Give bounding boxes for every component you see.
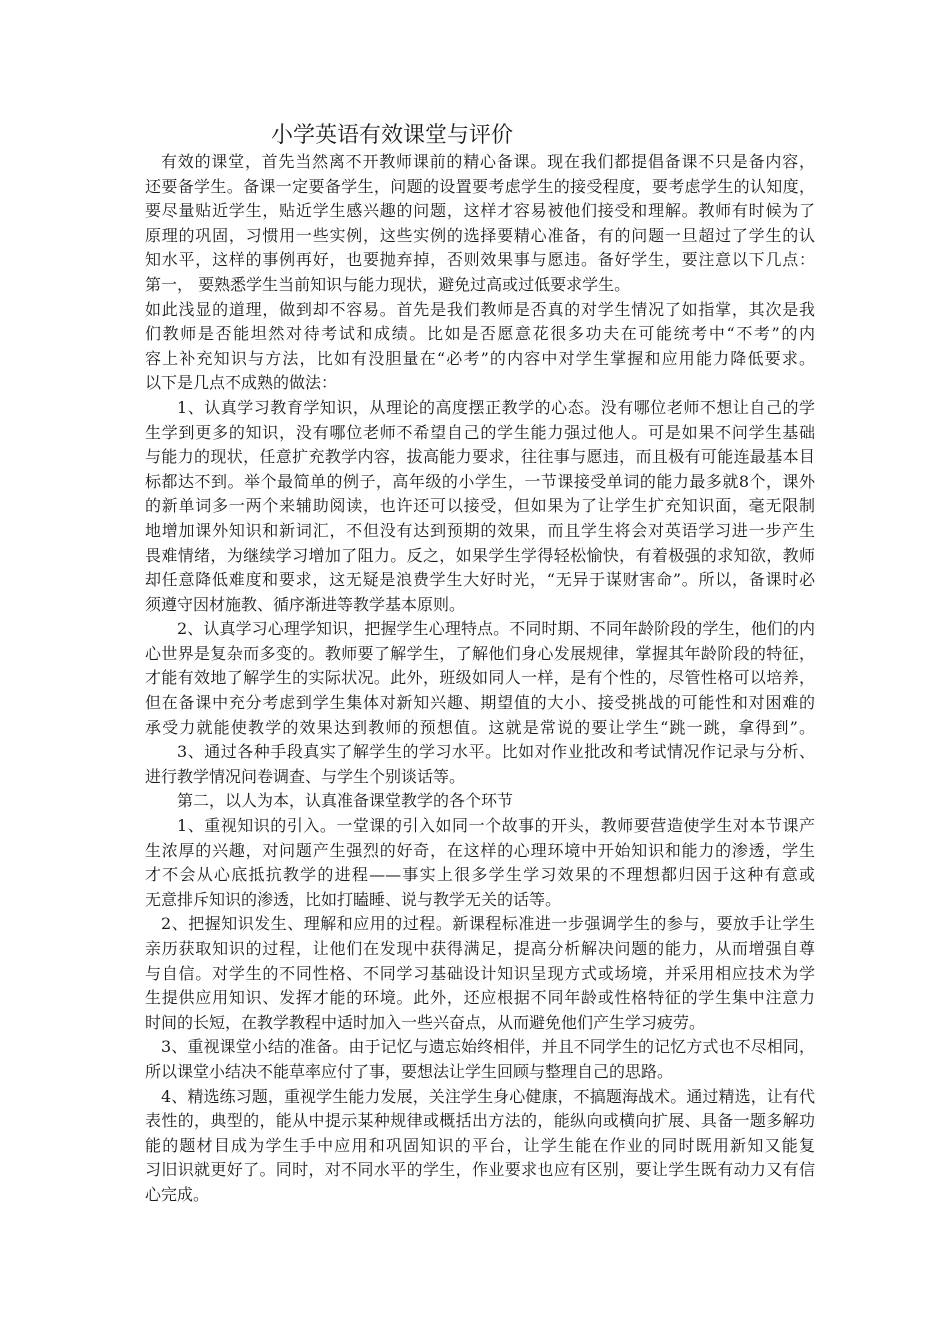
paragraph-line: 标都达不到。举个最简单的例子，高年级的小学生，一节课接受单词的能力最多就8个，课外: [145, 471, 815, 491]
paragraph-line: 才能有效地了解学生的实际状况。此外，班级如同人一样，是有个性的，尽管性格可以培养，: [145, 668, 815, 688]
paragraph-line: 生浓厚的兴趣，对问题产生强烈的好奇，在这样的心理环境中开始知识和能力的渗透，学生: [145, 840, 815, 860]
paragraph-line: 但在备课中充分考虑到学生集体对新知兴趣、期望值的大小、接受挑战的可能性和对困难的: [145, 693, 815, 713]
paragraph-line: 知水平，这样的事例再好，也要抛弃掉，否则效果事与愿违。备好学生，要注意以下几点：: [145, 250, 815, 270]
paragraph-line: 与自信。对学生的不同性格、不同学习基础设计知识呈现方式或场境，并采用相应技术为学: [145, 963, 815, 983]
paragraph-line: 心世界是复杂而多变的。教师要了解学生，了解他们身心发展规律，掌握其年龄阶段的特征，: [145, 643, 815, 663]
paragraph-line: 还要备学生。备课一定要备学生，问题的设置要考虑学生的接受程度，要考虑学生的认知度，: [145, 176, 815, 196]
paragraph-line: 3、重视课堂小结的准备。由于记忆与遗忘始终相伴，并且不同学生的记忆方式也不尽相同，: [161, 1037, 815, 1057]
document-title: 小学英语有效课堂与评价: [271, 123, 514, 148]
paragraph-line: 1、认真学习教育学知识，从理论的高度摆正教学的心态。没有哪位老师不想让自己的学: [177, 397, 815, 417]
paragraph-line: 无意排斥知识的渗透，比如打瞌睡、说与教学无关的话等。: [145, 889, 562, 909]
paragraph-line: 容上补充知识与方法，比如有没胆量在“必考”的内容中对学生掌握和应用能力降低要求。: [145, 348, 815, 368]
paragraph-line: 时间的长短，在教学教程中适时加入一些兴奋点，从而避免他们产生学习疲劳。: [145, 1012, 706, 1032]
paragraph-line: 1、重视知识的引入。一堂课的引入如同一个故事的开头，教师要营造使学生对本节课产: [177, 816, 815, 836]
paragraph-line: 第一， 要熟悉学生当前知识与能力现状，避免过高或过低要求学生。: [145, 274, 631, 294]
paragraph-line: 能的题材目成为学生手中应用和巩固知识的平台，让学生能在作业的同时既用新知又能复: [145, 1135, 815, 1155]
paragraph-line: 进行教学情况问卷调查、与学生个别谈话等。: [145, 766, 466, 786]
paragraph-line: 以下是几点不成熟的做法：: [145, 373, 338, 393]
paragraph-line: 的新单词多一两个来辅助阅读，也许还可以接受，但如果为了让学生扩充知识面，毫无限制: [145, 496, 815, 516]
paragraph-line: 心完成。: [145, 1184, 210, 1204]
paragraph-line: 生提供应用知识、发挥才能的环境。此外，还应根据不同年龄或性格特征的学生集中注意力: [145, 988, 815, 1008]
paragraph-line: 生学到更多的知识，没有哪位老师不希望自己的学生能力强过他人。可是如果不问学生基础: [145, 422, 815, 442]
paragraph-line: 承受力就能使教学的效果达到教师的预想值。这就是常说的要让学生“跳一跳，拿得到”。: [145, 717, 815, 737]
paragraph-line: 畏难情绪，为继续学习增加了阻力。反之，如果学生学得轻松愉快，有着极强的求知欲，教师: [145, 545, 815, 565]
document-body: [145, 150, 815, 1208]
paragraph-line: 亲历获取知识的过程，让他们在发现中获得满足，提高分析解决问题的能力，从而增强自尊: [145, 939, 815, 958]
paragraph-line: 2、把握知识发生、理解和应用的过程。新课程标准进一步强调学生的参与，要放手让学生: [161, 914, 815, 934]
paragraph-line: 才不会从心底抵抗教学的进程——事实上很多学生学习效果的不理想都归因于这种有意或: [145, 865, 815, 885]
paragraph-line: 地增加课外知识和新词汇，不但没有达到预期的效果，而且学生将会对英语学习进一步产生: [145, 520, 815, 540]
paragraph-line: 们教师是否能坦然对待考试和成绩。比如是否愿意花很多功夫在可能统考中“不考”的内: [145, 324, 815, 344]
paragraph-line: 3、通过各种手段真实了解学生的学习水平。比如对作业批改和考试情况作记录与分析、: [177, 742, 815, 762]
paragraph-line: 4、精选练习题，重视学生能力发展，关注学生身心健康，不搞题海战术。通过精选，让有代: [161, 1086, 815, 1106]
paragraph-line: 却任意降低难度和要求，这无疑是浪费学生大好时光，“无异于谋财害命”。所以，备课时必: [145, 570, 815, 590]
paragraph-line: 习旧识就更好了。同时，对不同水平的学生，作业要求也应有区别，要让学生既有动力又有信: [145, 1160, 815, 1180]
paragraph-line: 如此浅显的道理，做到却不容易。首先是我们教师是否真的对学生情况了如指掌，其次是我: [145, 299, 815, 319]
paragraph-line: 所以课堂小结决不能草率应付了事，要想法让学生回顾与整理自己的思路。: [145, 1061, 674, 1081]
paragraph-line: 表性的，典型的，能从中提示某种规律或概括出方法的，能纵向或横向扩展、具备一题多解功: [145, 1111, 815, 1131]
paragraph-line: 2、认真学习心理学知识，把握学生心理特点。不同时期、不同年龄阶段的学生，他们的内: [177, 619, 815, 639]
paragraph-line: 有效的课堂，首先当然离不开教师课前的精心备课。现在我们都提倡备课不只是备内容，: [161, 152, 815, 171]
paragraph-line: 须遵守因材施教、循序渐进等教学基本原则。: [145, 594, 466, 614]
paragraph-line: 原理的巩固，习惯用一些实例，这些实例的选择要精心准备，有的问题一旦超过了学生的认: [145, 225, 815, 245]
paragraph-line: 要尽量贴近学生，贴近学生感兴趣的问题，这样才容易被他们接受和理解。教师有时候为了: [145, 201, 815, 221]
paragraph-line: 第二，以人为本，认真准备课堂教学的各个环节: [177, 791, 514, 811]
paragraph-line: 与能力的现状，任意扩充教学内容，拔高能力要求，往往事与愿违，而且极有可能连最基本目: [145, 447, 815, 467]
